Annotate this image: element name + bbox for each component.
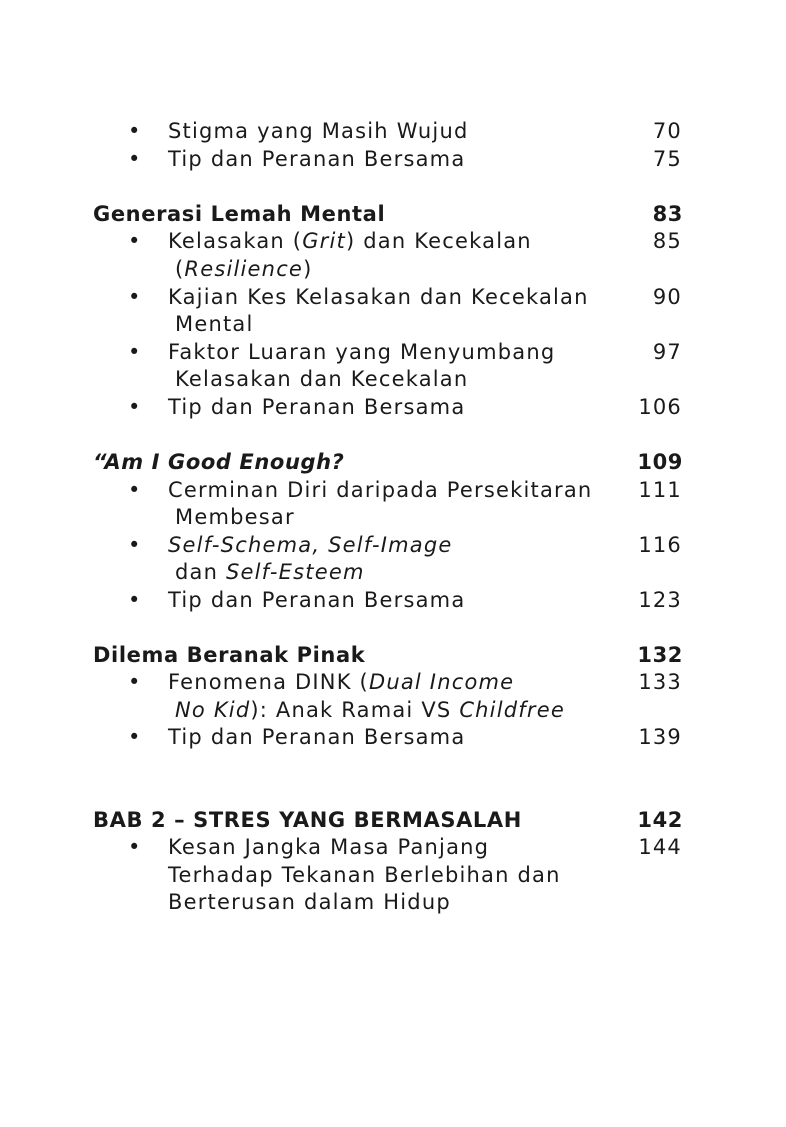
toc-entry: [0, 668, 786, 696]
toc-entry-title: Fenomena DINK (Dual Income: [168, 670, 515, 694]
bullet: •: [128, 119, 142, 143]
section-title: Dilema Beranak Pinak: [93, 643, 366, 667]
bullet: •: [128, 533, 142, 557]
toc-entry-title-cont: Kelasakan dan Kecekalan: [175, 367, 469, 391]
section-page: 132: [637, 643, 683, 667]
toc-section-heading: [0, 200, 786, 228]
toc-entry-continuation: [0, 861, 786, 889]
section-page: 83: [652, 202, 683, 226]
toc-entry-page: 123: [638, 588, 682, 612]
toc-entry-title-cont: Berterusan dalam Hidup: [168, 890, 451, 914]
toc-entry-title-cont: Mental: [175, 312, 254, 336]
toc-entry-page: 97: [652, 340, 682, 364]
toc-entry: [0, 531, 786, 559]
toc-entry-title: Faktor Luaran yang Menyumbang: [168, 340, 556, 364]
chapter-title: BAB 2 – STRES YANG BERMASALAH: [93, 808, 522, 832]
toc-entry-page: 116: [638, 533, 682, 557]
section-title: “Am I Good Enough?: [93, 450, 345, 474]
chapter-page: 142: [637, 808, 683, 832]
toc-entry-title-cont: Terhadap Tekanan Berlebihan dan: [168, 863, 561, 887]
bullet: •: [128, 670, 142, 694]
bullet: •: [128, 229, 142, 253]
section-title: Generasi Lemah Mental: [93, 202, 386, 226]
toc-entry-page: 70: [652, 119, 682, 143]
bullet: •: [128, 835, 142, 859]
toc-entry-title-cont: dan Self-Esteem: [175, 560, 365, 584]
toc-entry: [0, 586, 786, 614]
toc-entry-title: Tip dan Peranan Bersama: [168, 725, 466, 749]
toc-entry-title: Tip dan Peranan Bersama: [168, 147, 466, 171]
toc-entry: [0, 476, 786, 504]
toc-chapter-heading: [0, 806, 786, 834]
toc-entry-continuation: [0, 365, 786, 393]
toc-entry: [0, 117, 786, 145]
toc-entry-continuation: [0, 503, 786, 531]
toc-entry: [0, 723, 786, 751]
bullet: •: [128, 147, 142, 171]
section-page: 109: [637, 450, 683, 474]
toc-entry-title: Tip dan Peranan Bersama: [168, 588, 466, 612]
toc-entry-title-cont: Membesar: [175, 505, 295, 529]
toc-entry: [0, 393, 786, 421]
toc-entry-title: Stigma yang Masih Wujud: [168, 119, 469, 143]
toc-entry: [0, 283, 786, 311]
toc-entry-title: Kajian Kes Kelasakan dan Kecekalan: [168, 285, 589, 309]
toc-entry-title-cont: No Kid): Anak Ramai VS Childfree: [175, 698, 565, 722]
toc-entry-title: Self-Schema, Self-Image: [168, 533, 453, 557]
toc-entry-page: 139: [638, 725, 682, 749]
toc-entry-title: Kelasakan (Grit) dan Kecekalan: [168, 229, 532, 253]
toc-entry-page: 144: [638, 835, 682, 859]
toc-entry-page: 85: [652, 229, 682, 253]
bullet: •: [128, 588, 142, 612]
bullet: •: [128, 340, 142, 364]
toc-entry-continuation: [0, 888, 786, 916]
toc-entry-continuation: [0, 696, 786, 724]
toc-entry-title: Kesan Jangka Masa Panjang: [168, 835, 490, 859]
toc-entry-page: 133: [638, 670, 682, 694]
toc-entry-continuation: [0, 558, 786, 586]
toc-entry: [0, 145, 786, 173]
toc-section-heading: [0, 448, 786, 476]
toc-entry: [0, 338, 786, 366]
bullet: •: [128, 395, 142, 419]
bullet: •: [128, 725, 142, 749]
toc-section-heading: [0, 641, 786, 669]
toc-entry: [0, 227, 786, 255]
toc-entry-page: 106: [638, 395, 682, 419]
toc-entry-page: 75: [652, 147, 682, 171]
toc-entry-continuation: [0, 255, 786, 283]
toc-entry-page: 90: [652, 285, 682, 309]
toc-entry-title-cont: (Resilience): [175, 257, 313, 281]
toc-entry-continuation: [0, 310, 786, 338]
bullet: •: [128, 285, 142, 309]
toc-entry: [0, 833, 786, 861]
toc-entry-title: Tip dan Peranan Bersama: [168, 395, 466, 419]
bullet: •: [128, 478, 142, 502]
toc-entry-title: Cerminan Diri daripada Persekitaran: [168, 478, 593, 502]
toc-entry-page: 111: [638, 478, 682, 502]
